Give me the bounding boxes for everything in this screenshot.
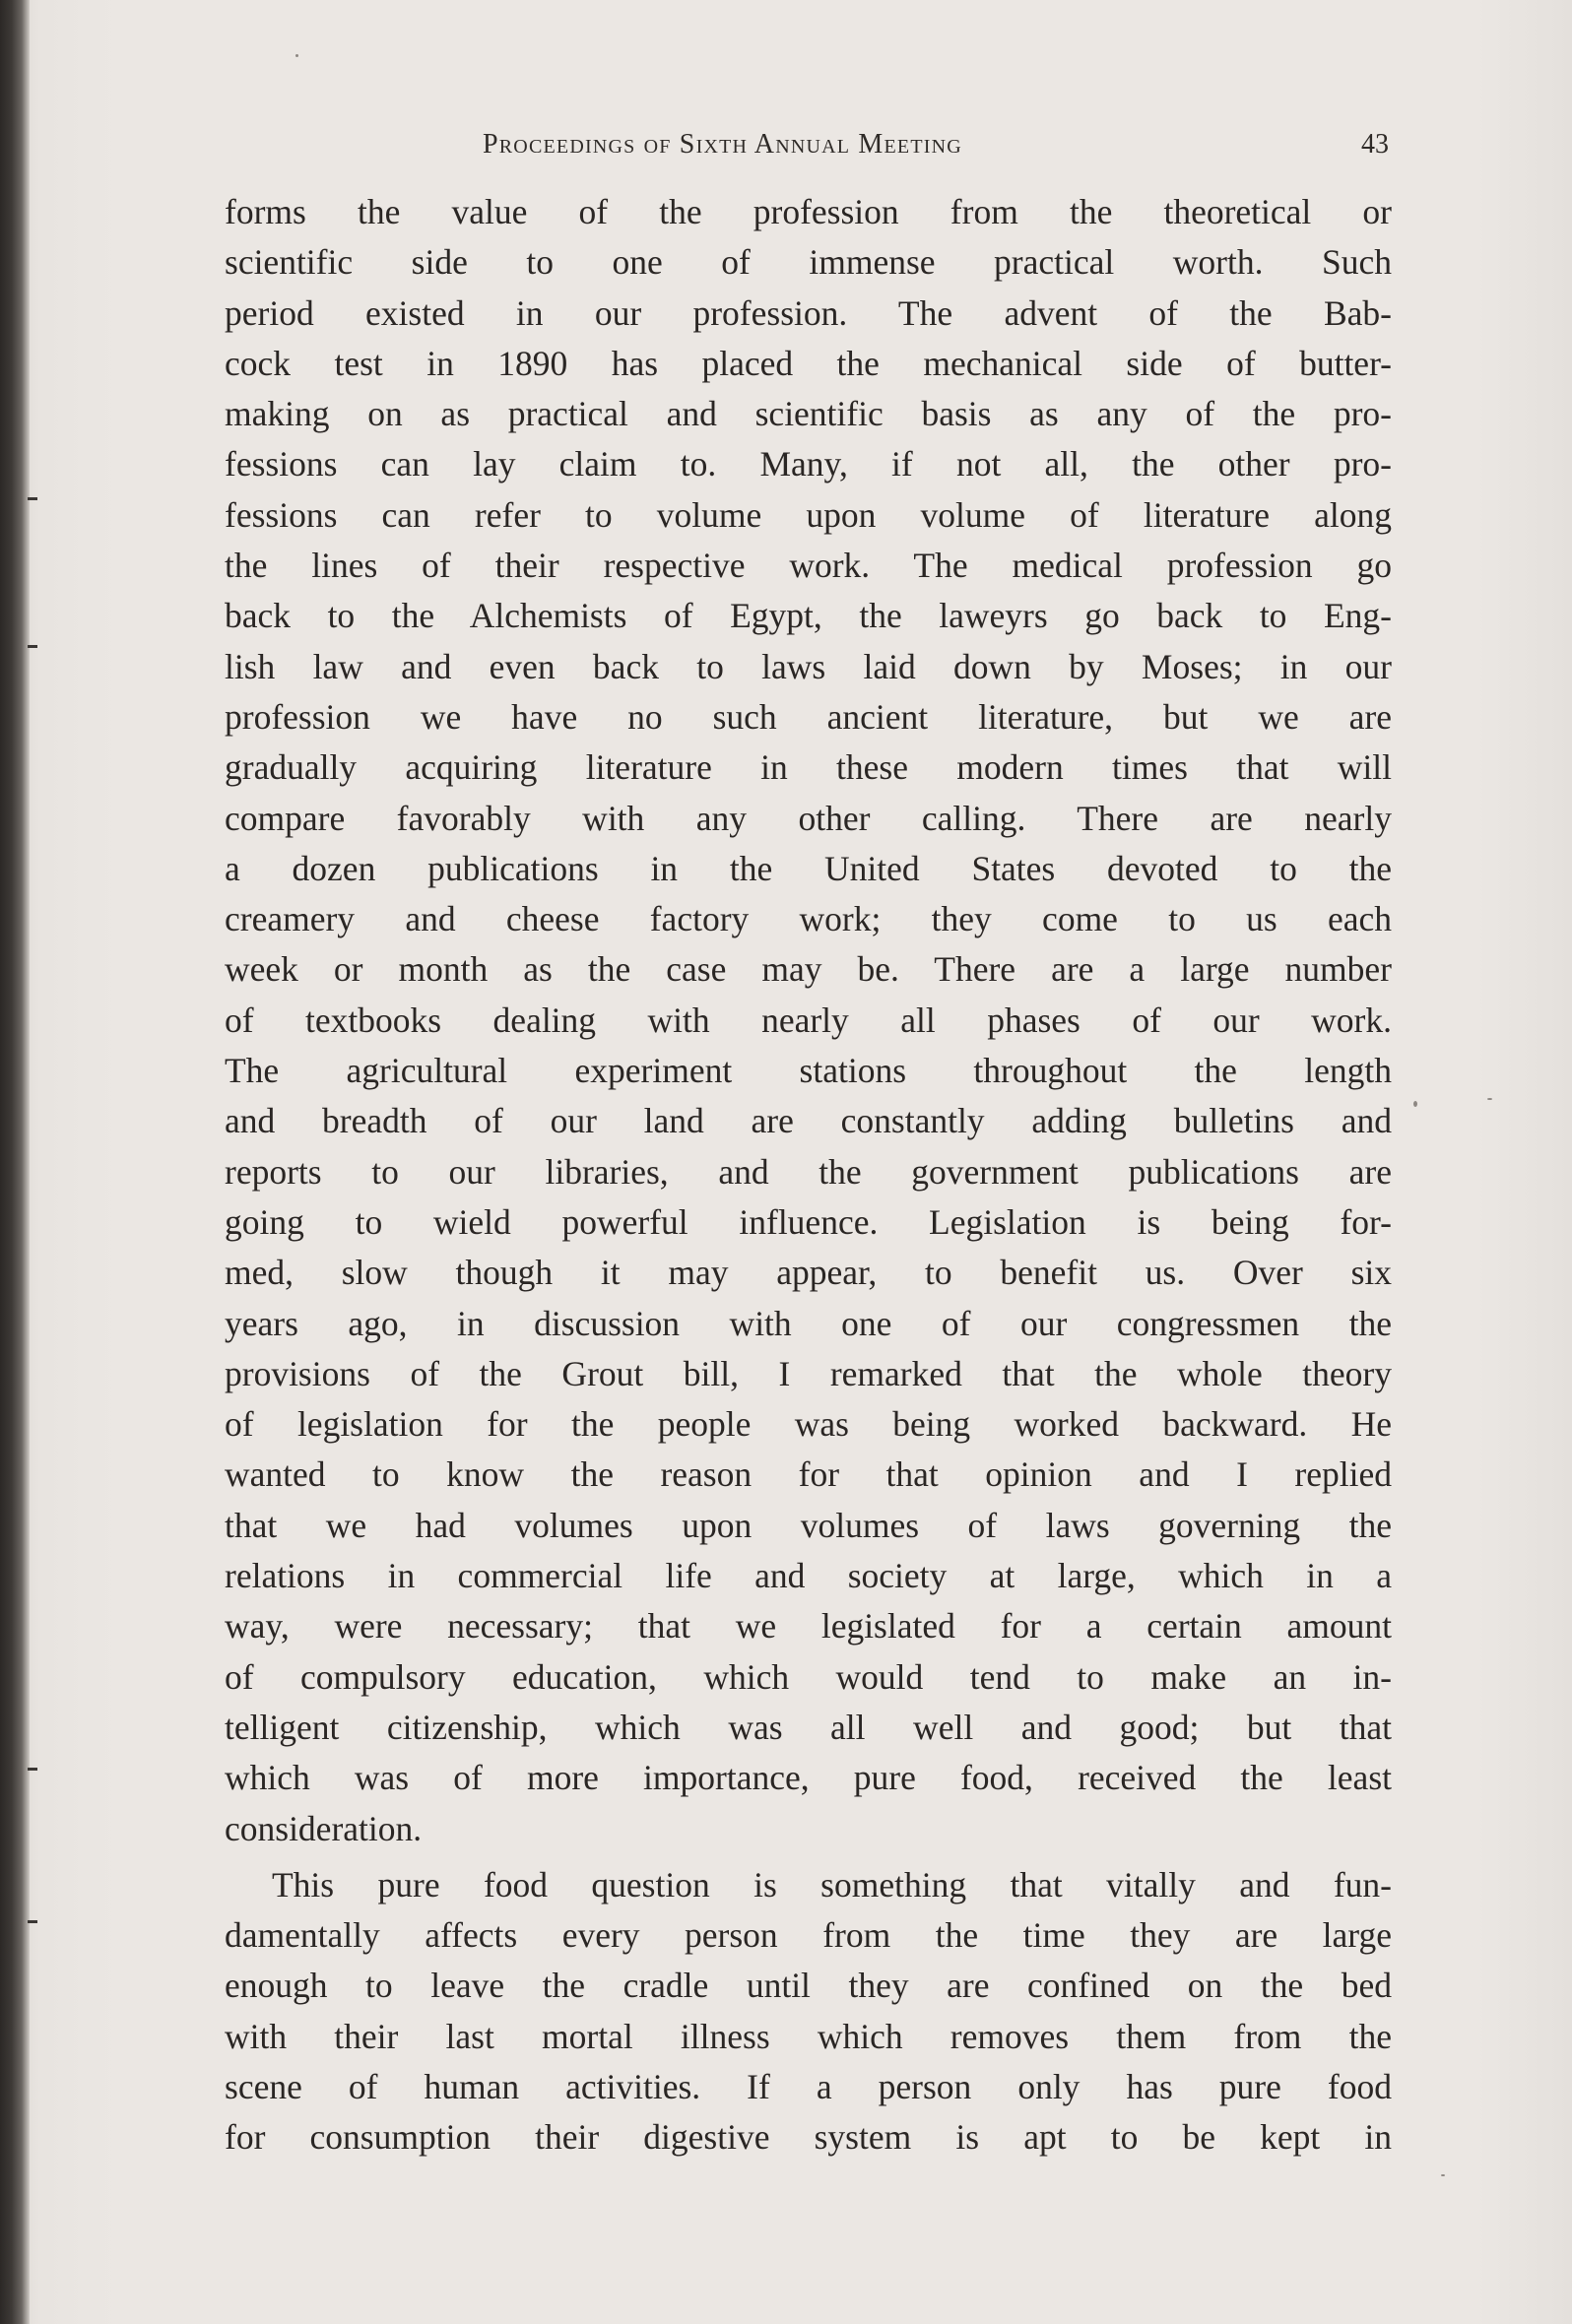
spine-mark (28, 1768, 37, 1771)
text-line: relations in commercial life and society at large, which in a (225, 1556, 1392, 1596)
text-line: wanted to know the reason for that opinion and I replied (225, 1454, 1392, 1495)
text-line: med, slow though it may appear, to benefit us. Over six (225, 1253, 1392, 1293)
text-line: profession we have no such ancient literature, but we are (225, 696, 1392, 737)
text-line: consideration. (225, 1808, 423, 1848)
running-head: Proceedings of Sixth Annual Meeting (483, 129, 962, 160)
text-line: scientific side to one of immense practical worth. Such (225, 242, 1392, 283)
text-line: compare favorably with any other calling. There are nearly (225, 798, 1392, 838)
page-number: 43 (1361, 129, 1389, 160)
paper-speck (1441, 2174, 1445, 2176)
paper-speck (1487, 1098, 1492, 1100)
book-spine-shadow (0, 0, 30, 2324)
text-line: cock test in 1890 has placed the mechanical side of butter- (225, 343, 1392, 383)
text-line: of textbooks dealing with nearly all phases of our work. (225, 1000, 1392, 1040)
text-line: the lines of their respective work. The medical profession go (225, 546, 1392, 586)
text-line: with their last mortal illness which removes them from the (225, 2016, 1392, 2056)
text-line: going to wield powerful influence. Legislation is being for- (225, 1201, 1392, 1242)
paragraph (225, 1860, 1392, 2163)
text-line: fessions can refer to volume upon volume of literature along (225, 494, 1392, 535)
text-line: for consumption their digestive system is apt to be kept in (225, 2117, 1392, 2158)
text-line: and breadth of our land are constantly adding bulletins and (225, 1101, 1392, 1141)
text-line: a dozen publications in the United States devoted to the (225, 848, 1392, 888)
spine-mark (28, 1920, 37, 1923)
text-line: back to the Alchemists of Egypt, the laweyrs go back to Eng- (225, 596, 1392, 636)
paper-speck (295, 54, 298, 57)
paper-speck (1413, 1101, 1417, 1107)
text-line: scene of human activities. If a person only has pure food (225, 2066, 1392, 2106)
text-line: which was of more importance, pure food, received the least (225, 1758, 1392, 1798)
text-line: way, were necessary; that we legislated for a certain amount (225, 1606, 1392, 1646)
text-line: forms the value of the profession from the theoretical or (225, 192, 1392, 231)
paragraph (225, 187, 1392, 1854)
text-line: provisions of the Grout bill, I remarked that the whole theory (225, 1353, 1392, 1393)
text-line: creamery and cheese factory work; they come to us each (225, 899, 1392, 939)
body-text (225, 187, 1392, 2163)
text-line: that we had volumes upon volumes of laws governing the (225, 1505, 1392, 1545)
text-line: of compulsory education, which would tend to make an in- (225, 1656, 1392, 1697)
text-line: This pure food question is something that vitally and fun- (272, 1864, 1392, 1904)
text-line: reports to our libraries, and the government publications are (225, 1151, 1392, 1192)
text-line: period existed in our profession. The advent of the Bab- (225, 292, 1392, 333)
page-header (225, 129, 1389, 168)
spine-mark (28, 497, 37, 500)
text-line: telligent citizenship, which was all well and good; but that (225, 1707, 1392, 1747)
text-line: gradually acquiring literature in these modern times that will (225, 747, 1392, 788)
text-line: making on as practical and scientific basis as any of the pro- (225, 394, 1392, 434)
text-line: lish law and even back to laws laid down by Moses; in our (225, 646, 1392, 686)
text-line: The agricultural experiment stations throughout the length (225, 1051, 1392, 1091)
text-line: years ago, in discussion with one of our congressmen the (225, 1303, 1392, 1343)
text-line: damentally affects every person from the time they are large (225, 1915, 1392, 1956)
text-line: fessions can lay claim to. Many, if not all, the other pro- (225, 444, 1392, 484)
text-line: week or month as the case may be. There are a large number (225, 949, 1392, 990)
spine-mark (28, 645, 37, 648)
text-line: of legislation for the people was being worked backward. He (225, 1404, 1392, 1445)
text-line: enough to leave the cradle until they are confined on the bed (225, 1966, 1392, 2006)
